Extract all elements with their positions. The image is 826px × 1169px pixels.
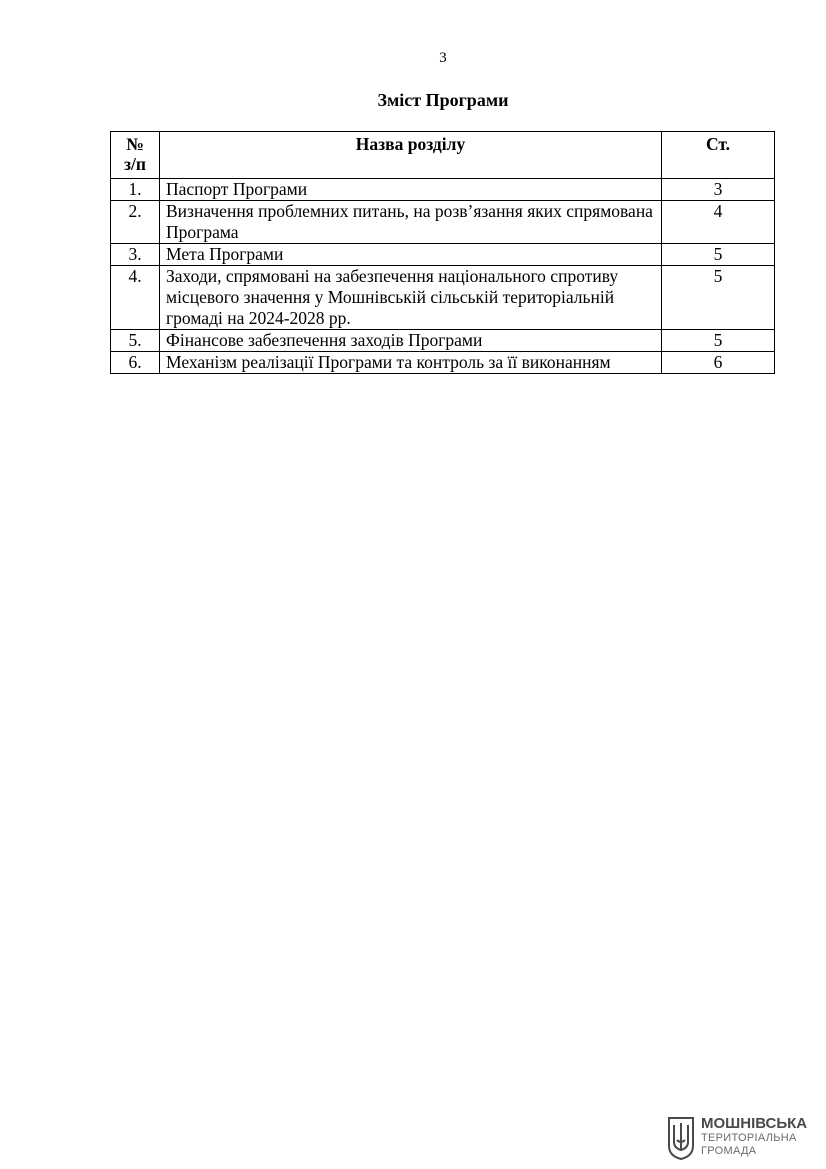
trident-emblem-icon [667,1116,695,1160]
table-row [111,266,775,330]
row-number: 1. [111,179,160,201]
header-page: Ст. [662,132,775,179]
logo-line-2: ТЕРИТОРІАЛЬНА [701,1132,797,1144]
row-number: 2. [111,201,160,244]
row-page: 3 [662,179,775,201]
page-number: 3 [439,50,447,66]
row-number: 6. [111,352,160,374]
row-number: 4. [111,266,160,330]
community-logo [667,1116,817,1162]
row-page: 5 [662,330,775,352]
row-page: 5 [662,266,775,330]
row-title: Заходи, спрямовані на забезпечення національного спротиву місцевого значення у Мошнівській сільській територіальній громаді на 2024-2028 рр. [160,266,662,330]
row-page: 6 [662,352,775,374]
header-section-name: Назва розділу [160,132,662,179]
row-number: 3. [111,244,160,266]
table-row [111,244,775,266]
header-number-symbol: № [126,134,144,154]
document-title: Зміст Програми [377,90,509,110]
row-title: Фінансове забезпечення заходів Програми [160,330,662,352]
header-number-abbrev: з/п [124,154,146,174]
row-title: Визначення проблемних питань, на розв’язання яких спрямована Програма [160,201,662,244]
row-title: Мета Програми [160,244,662,266]
row-number: 5. [111,330,160,352]
contents-table [110,131,775,374]
table-row [111,201,775,244]
logo-line-1: МОШНІВСЬКА [701,1115,808,1132]
row-title: Паспорт Програми [160,179,662,201]
header-number [111,132,160,179]
logo-line-3: ГРОМАДА [701,1145,757,1157]
table-row [111,352,775,374]
row-page: 4 [662,201,775,244]
table-row [111,330,775,352]
row-page: 5 [662,244,775,266]
logo-text [701,1116,807,1158]
table-header-row [111,132,775,179]
table-row [111,179,775,201]
row-title: Механізм реалізації Програми та контроль за її виконанням [160,352,662,374]
